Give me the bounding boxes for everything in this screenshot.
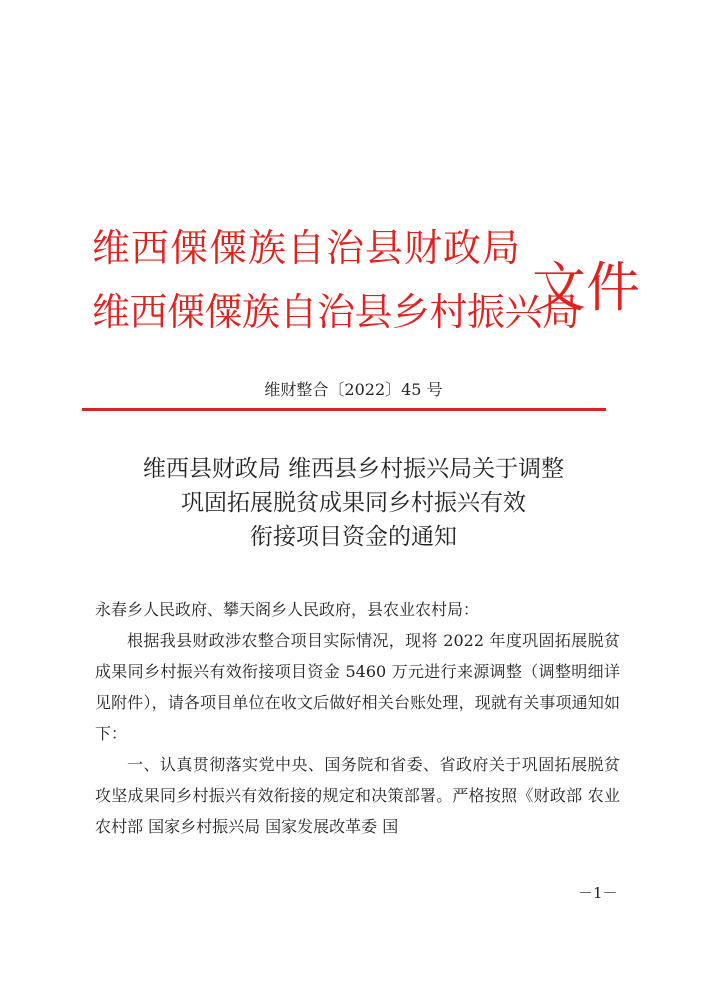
recipients-line: 永春乡人民政府、攀天阁乡人民政府，县农业农村局：	[95, 600, 480, 619]
title-line-3: 衔接项目资金的通知	[250, 524, 457, 550]
issuer-name-rural-revitalization-bureau: 维西傈僳族自治县乡村振兴局	[92, 290, 580, 334]
notice-title	[60, 452, 647, 554]
page-number: －1－	[578, 884, 618, 902]
body-paragraph-2: 一、认真贯彻落实党中央、国务院和省委、省政府关于巩固拓展脱贫攻坚成果同乡村振兴有效衔接的规定和决策部署。严格按照《财政部 农业农村部 国家乡村振兴局 国家发展改革委 国	[95, 755, 620, 836]
red-separator-line	[82, 408, 606, 411]
red-header	[92, 205, 640, 345]
document-type-label: 文件	[532, 256, 640, 319]
body-paragraph-1: 根据我县财政涉农整合项目实际情况，现将 2022 年度巩固拓展脱贫成果同乡村振兴有效衔接项目资金 5460 万元进行来源调整（调整明细详见附件），请各项目单位在收文后做好相关台账处理，现就有关事项通知如下：	[95, 631, 620, 743]
title-line-1: 维西县财政局 维西县乡村振兴局关于调整	[142, 456, 565, 482]
issuer-name-finance-bureau: 维西傈僳族自治县财政局	[92, 226, 522, 270]
title-line-2: 巩固拓展脱贫成果同乡村振兴有效	[181, 490, 526, 516]
notice-body	[95, 594, 620, 842]
document-number: 维财整合〔2022〕45 号	[264, 380, 443, 399]
